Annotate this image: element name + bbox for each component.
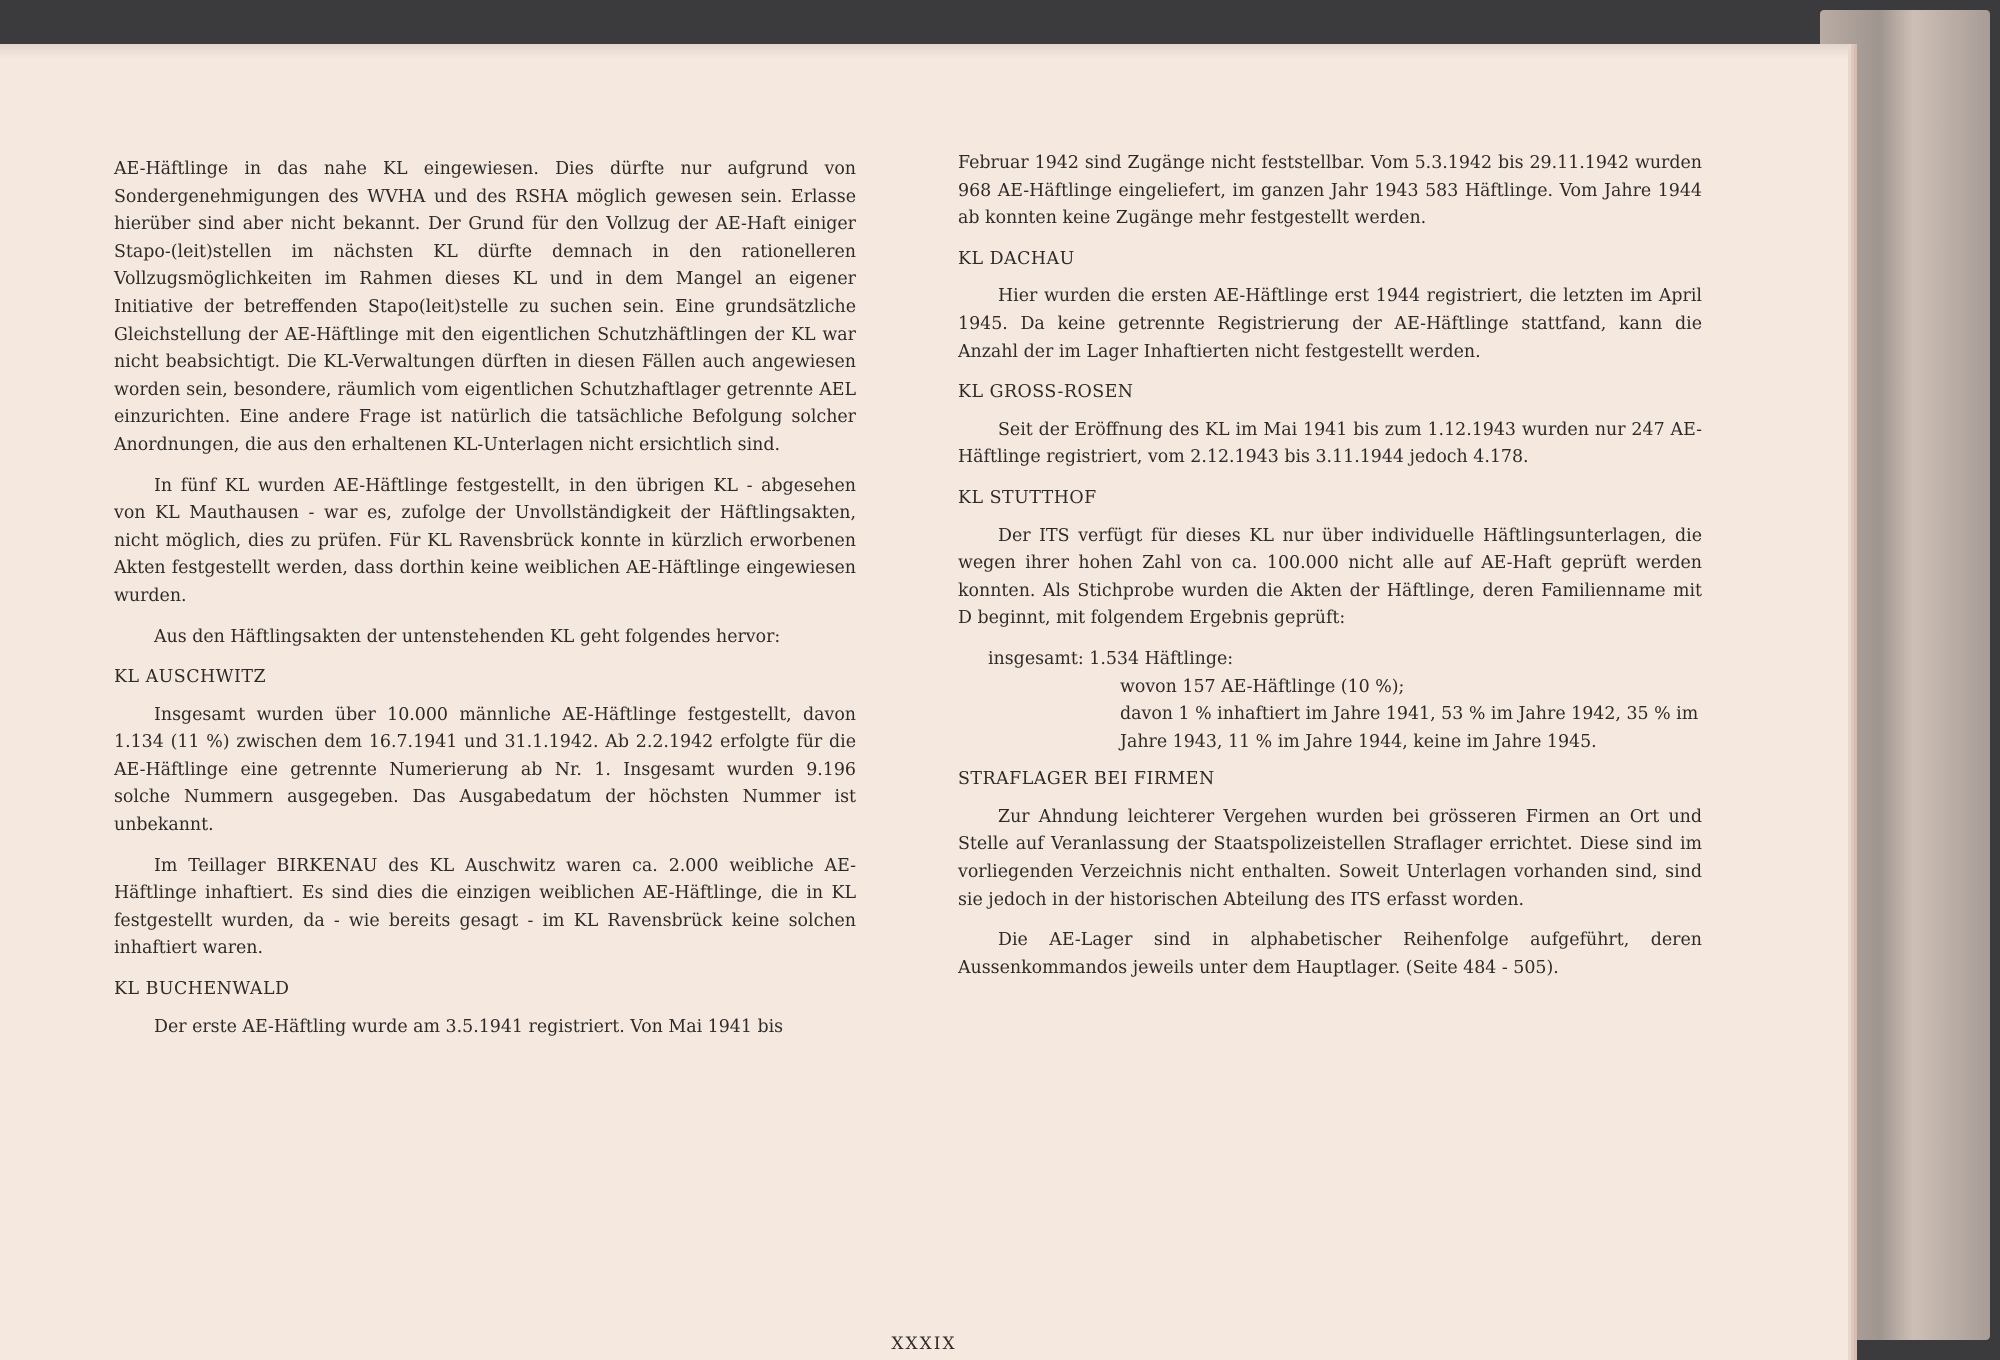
stutthof-yearly-breakdown: davon 1 % inhaftiert im Jahre 1941, 53 % im Jahre 1942, 35 % im Jahre 1943, 11 % im Jahre 1944, keine im Jahre 1945. [1120, 704, 1699, 752]
paragraph-straflager: Zur Ahndung leichterer Vergehen wurden bei grösseren Firmen an Ort und Stelle auf Veranlassung der Staatspolizeistellen Straflager errichtet. Diese sind im vorliegenden Verzeichnis nicht enthalten. Soweit Unterlagen vorhanden sind, sind sie jedoch in der historischen Abteilung des ITS erfasst worden. [958, 806, 1702, 910]
stutthof-total: insgesamt: 1.534 Häftlinge: [988, 648, 1234, 669]
heading-gross-rosen: KL GROSS-ROSEN [958, 382, 1134, 403]
paragraph-following: Aus den Häftlingsakten der untenstehenden KL geht folgendes hervor: [154, 626, 781, 647]
book-page [0, 44, 1848, 1360]
paragraph-auschwitz: Insgesamt wurden über 10.000 männliche AE-Häftlinge festgestellt, davon 1.134 (11 %) zwischen dem 16.7.1941 und 31.1.1942. Ab 2.2.1942 erfolgte für die AE-Häftlinge eine getrennte Numerierung ab Nr. 1. Insgesamt wurden 9.196 solche Nummern ausgegeben. Das Ausgabedatum der höchsten Nummer ist unbekannt. [114, 704, 856, 836]
heading-auschwitz: KL AUSCHWITZ [114, 667, 267, 688]
heading-buchenwald: KL BUCHENWALD [114, 979, 290, 1000]
heading-straflager: STRAFLAGER BEI FIRMEN [958, 769, 1215, 790]
right-column [958, 150, 1702, 995]
stutthof-statistics [988, 646, 1702, 756]
stutthof-ae-count: wovon 157 AE-Häftlinge (10 %); [1120, 676, 1405, 697]
paragraph-gross-rosen: Seit der Eröffnung des KL im Mai 1941 bis zum 1.12.1943 wurden nur 247 AE-Häftlinge registriert, vom 2.12.1943 bis 3.11.1944 jedoch 4.178. [958, 419, 1702, 468]
paragraph-birkenau: Im Teillager BIRKENAU des KL Auschwitz waren ca. 2.000 weibliche AE-Häftlinge inhaftiert. Es sind dies die einzigen weiblichen AE-Häftlinge, die in KL festgestellt wurden, da - wie bereits gesagt - im KL Ravensbrück keine solchen inhaftiert waren. [114, 855, 856, 959]
page-number: XXXIX [891, 1334, 957, 1354]
paragraph-final: Die AE-Lager sind in alphabetischer Reihenfolge aufgeführt, deren Aussenkommandos jeweils unter dem Hauptlager. (Seite 484 - 505). [958, 930, 1702, 978]
left-column [114, 156, 856, 1054]
heading-dachau: KL DACHAU [958, 248, 1075, 269]
paragraph-five-kl: In fünf KL wurden AE-Häftlinge festgestellt, in den übrigen KL - abgesehen von KL Mauthausen - war es, zufolge der Unvollständigkeit der Häftlingsakten, nicht möglich, dies zu prüfen. Für KL Ravensbrück konnte in kürzlich erworbenen Akten festgestellt werden, dass dorthin keine weiblichen AE-Häftlinge eingewiesen wurden. [114, 475, 856, 606]
paragraph-stutthof: Der ITS verfügt für dieses KL nur über individuelle Häftlingsunterlagen, die wegen ihrer hohen Zahl von ca. 100.000 nicht alle auf AE-Haft geprüft werden konnten. Als Stichprobe wurden die Akten der Häftlinge, deren Familienname mit D beginnt, mit folgendem Ergebnis geprüft: [958, 525, 1702, 629]
paragraph-intro: AE-Häftlinge in das nahe KL eingewiesen. Dies dürfte nur aufgrund von Sondergenehmigungen des WVHA und des RSHA möglich gewesen sein. Erlasse hierüber sind aber nicht bekannt. Der Grund für den Vollzug der AE-Haft einiger Stapo-(leit)stellen im nächsten KL dürfte demnach in den rationelleren Vollzugsmöglichkeiten im Rahmen dieses KL und in dem Mangel an eigener Initiative der betreffenden Stapo(leit)stelle zu suchen sein. Eine grundsätzliche Gleichstellung der AE-Häftlinge mit den eigentlichen Schutzhäftlingen der KL war nicht beabsichtigt. Die KL-Verwaltungen dürften in diesen Fällen auch angewiesen worden sein, besondere, räumlich vom eigentlichen Schutzhaftlager getrennte AEL einzurichten. Eine andere Frage ist natürlich die tatsächliche Befolgung solcher Anordnungen, die aus den erhaltenen KL-Unterlagen nicht ersichtlich sind. [114, 159, 856, 455]
paragraph-buchenwald: Der erste AE-Häftling wurde am 3.5.1941 registriert. Von Mai 1941 bis [154, 1016, 784, 1037]
heading-stutthof: KL STUTTHOF [958, 487, 1097, 508]
paragraph-buchenwald-continued: Februar 1942 sind Zugänge nicht feststellbar. Vom 5.3.1942 bis 29.11.1942 wurden 968 AE-Häftlinge eingeliefert, im ganzen Jahr 1943 583 Häftlinge. Vom Jahre 1944 ab konnten keine Zugänge mehr festgestellt werden. [958, 153, 1702, 229]
paragraph-dachau: Hier wurden die ersten AE-Häftlinge erst 1944 registriert, die letzten im April 1945. Da keine getrennte Registrierung der AE-Häftlinge stattfand, kann die Anzahl der im Lager Inhaftierten nicht festgestellt werden. [958, 286, 1702, 362]
